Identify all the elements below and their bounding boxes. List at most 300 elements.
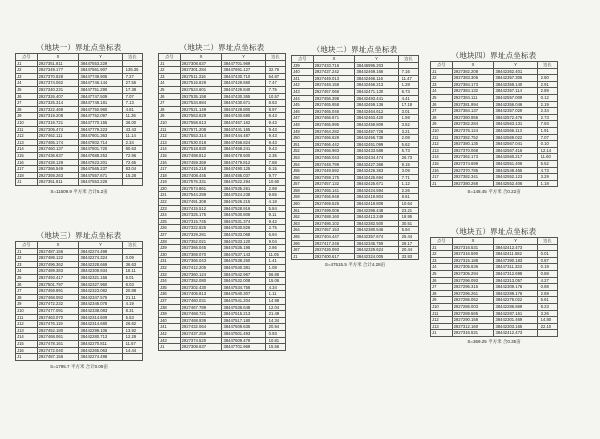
- table-row: [431, 284, 558, 291]
- y-coordinate-cell: 38442345.759: [355, 240, 398, 247]
- point-id-cell: J12: [159, 133, 181, 140]
- table-row: [431, 180, 558, 187]
- x-coordinate-cell: 2927501.797: [37, 281, 79, 288]
- table-row: [16, 113, 143, 120]
- y-coordinate-cell: 38442274.498: [79, 354, 122, 361]
- x-coordinate-cell: 2927296.261: [452, 290, 494, 297]
- point-id-cell: J37: [159, 297, 181, 304]
- point-id-cell: J23: [159, 205, 181, 212]
- x-coordinate-cell: 2927408.445: [180, 172, 222, 179]
- table-header: [431, 238, 558, 245]
- x-coordinate-cell: 2927516.829: [180, 80, 222, 87]
- table-row: [16, 166, 143, 173]
- edge-length-cell: 9.77: [265, 172, 285, 179]
- x-coordinate-cell: 2927370.068: [452, 147, 494, 154]
- point-id-cell: J15: [16, 340, 38, 347]
- y-coordinate-cell: 38447430.690: [222, 113, 265, 120]
- header-row: [16, 54, 143, 61]
- x-coordinate-cell: 2927340.231: [37, 86, 79, 93]
- point-id-cell: J18: [16, 172, 38, 179]
- x-coordinate-cell: 2927417.246: [313, 240, 355, 247]
- point-id-cell: J4: [431, 88, 453, 95]
- point-id-cell: J42: [159, 330, 181, 337]
- point-id-cell: J34: [159, 278, 181, 285]
- table-row: [159, 258, 286, 265]
- y-coordinate-cell: 38447522.294: [222, 179, 265, 186]
- table-row: [16, 334, 143, 341]
- point-id-cell: J8: [431, 114, 453, 121]
- table-row: [16, 152, 143, 159]
- edge-length-cell: 3.09: [398, 168, 418, 175]
- x-coordinate-cell: 2927289.565: [452, 310, 494, 317]
- header-row: [159, 54, 286, 61]
- point-id-cell: J13: [431, 323, 453, 330]
- edge-length-cell: 21.11: [122, 294, 142, 301]
- x-coordinate-cell: 2927322.825: [180, 225, 222, 232]
- table-row: [159, 212, 286, 219]
- area-note: S=47515.5 平方米 合计4.28亩: [324, 262, 386, 268]
- column-header: Y: [494, 62, 537, 69]
- point-id-cell: J11: [16, 314, 38, 321]
- table-row: [16, 281, 143, 288]
- edge-length-cell: 36.00: [122, 119, 142, 126]
- table-row: [159, 232, 286, 239]
- edge-length-cell: [537, 244, 557, 251]
- table-row: [431, 141, 558, 148]
- point-id-cell: J41: [159, 324, 181, 331]
- column-header: 点号: [159, 54, 181, 61]
- point-id-cell: J1: [431, 180, 453, 187]
- x-coordinate-cell: 2927286.003: [452, 303, 494, 310]
- table-row: [431, 88, 558, 95]
- y-coordinate-cell: 38442356.046: [494, 101, 537, 108]
- parcel-table-title: （地块四）界址点坐标表: [451, 51, 537, 60]
- column-header: 边长: [398, 56, 418, 63]
- x-coordinate-cell: 2927465.174: [37, 139, 79, 146]
- table-row: [16, 321, 143, 328]
- x-coordinate-cell: 2927467.789: [180, 304, 222, 311]
- edge-length-cell: [398, 62, 418, 69]
- x-coordinate-cell: 2927426.093: [313, 247, 355, 254]
- parcel-table-title: （地块三）界址点坐标表: [36, 231, 122, 240]
- x-coordinate-cell: 2927325.314: [37, 100, 79, 107]
- table-row: [431, 81, 558, 88]
- column-header: 边长: [265, 54, 285, 61]
- edge-length-cell: 17.18: [398, 102, 418, 109]
- point-id-cell: J8: [16, 106, 38, 113]
- point-id-cell: J52: [292, 148, 314, 155]
- y-coordinate-cell: 38442347.575: [79, 294, 122, 301]
- edge-length-cell: 9.43: [265, 146, 285, 153]
- edge-length-cell: 2.35: [265, 152, 285, 159]
- x-coordinate-cell: 2927571.208: [180, 126, 222, 133]
- x-coordinate-cell: 2927544.289: [180, 192, 222, 199]
- point-id-cell: J57: [292, 181, 314, 188]
- edge-length-cell: 11.60: [537, 154, 557, 161]
- point-id-cell: J42: [292, 82, 314, 89]
- table-row: [292, 234, 419, 241]
- column-header: X: [180, 54, 222, 61]
- header-row: [431, 238, 558, 245]
- point-id-cell: J44: [292, 95, 314, 102]
- table-row: [16, 159, 143, 166]
- y-coordinate-cell: 38442314.680: [79, 321, 122, 328]
- edge-length-cell: 8.31: [122, 307, 142, 314]
- point-id-cell: J14: [159, 146, 181, 153]
- x-coordinate-cell: 2927466.629: [313, 135, 355, 142]
- parcel-block: [158, 42, 286, 351]
- y-coordinate-cell: 38447533.120: [222, 238, 265, 245]
- table-row: [159, 67, 286, 74]
- table-row: [159, 139, 286, 146]
- edge-length-cell: 2.19: [537, 101, 557, 108]
- point-id-cell: J53: [292, 154, 314, 161]
- x-coordinate-cell: 2927374.699: [452, 160, 494, 167]
- y-coordinate-cell: 38447541.204: [222, 297, 265, 304]
- edge-length-cell: 1.11: [265, 291, 285, 298]
- table-row: [431, 290, 558, 297]
- edge-length-cell: 4.19: [122, 301, 142, 308]
- x-coordinate-cell: 2927315.188: [452, 257, 494, 264]
- table-row: [159, 159, 286, 166]
- point-id-cell: J12: [16, 321, 38, 328]
- point-id-cell: J67: [292, 247, 314, 254]
- point-id-cell: J54: [292, 161, 314, 168]
- point-id-cell: J55: [292, 168, 314, 175]
- x-coordinate-cell: 2927380.268: [452, 180, 494, 187]
- edge-length-cell: 1.59: [398, 115, 418, 122]
- point-id-cell: J5: [16, 86, 38, 93]
- y-coordinate-cell: 38447561.907: [79, 67, 122, 74]
- edge-length-cell: 9.42: [265, 218, 285, 225]
- point-id-cell: J41: [292, 75, 314, 82]
- y-coordinate-cell: 38447509.635: [222, 324, 265, 331]
- table-row: [159, 317, 286, 324]
- table-row: [159, 126, 286, 133]
- y-coordinate-cell: 38447691.127: [222, 67, 265, 74]
- edge-length-cell: 0.01: [537, 251, 557, 258]
- table-row: [16, 93, 143, 100]
- table-row: [431, 101, 558, 108]
- point-id-cell: J4: [16, 80, 38, 87]
- table-row: [16, 139, 143, 146]
- x-coordinate-cell: 2927412.205: [180, 265, 222, 272]
- y-coordinate-cell: 38442469.166: [355, 69, 398, 76]
- point-id-cell: J11: [431, 134, 453, 141]
- edge-length-cell: 8.63: [265, 100, 285, 107]
- y-coordinate-cell: 38447430.365: [222, 93, 265, 100]
- x-coordinate-cell: 2927305.294: [452, 270, 494, 277]
- x-coordinate-cell: 2927457.066: [313, 88, 355, 95]
- y-coordinate-cell: 38447557.671: [79, 172, 122, 179]
- edge-length-cell: 7.71: [398, 174, 418, 181]
- edge-length-cell: 12.14: [537, 147, 557, 154]
- table-row: [292, 82, 419, 89]
- coordinate-table: [430, 61, 558, 187]
- y-coordinate-cell: 38442346.078: [79, 301, 122, 308]
- table-row: [16, 314, 143, 321]
- table-row: [16, 172, 143, 179]
- x-coordinate-cell: 2927436.637: [37, 152, 79, 159]
- table-row: [159, 225, 286, 232]
- x-coordinate-cell: 2927362.173: [452, 154, 494, 161]
- table-header: [16, 54, 143, 61]
- y-coordinate-cell: 38442548.455: [494, 167, 537, 174]
- y-coordinate-cell: 38442309.934: [79, 268, 122, 275]
- point-id-cell: J1: [16, 354, 38, 361]
- header-row: [292, 56, 419, 63]
- point-id-cell: J2: [431, 251, 453, 258]
- table-row: [431, 297, 558, 304]
- x-coordinate-cell: 2927437.242: [313, 69, 355, 76]
- y-coordinate-cell: 38447530.826: [222, 225, 265, 232]
- edge-length-cell: [122, 354, 142, 361]
- x-coordinate-cell: 2927449.592: [313, 168, 355, 175]
- x-coordinate-cell: 2927465.046: [313, 108, 355, 115]
- coordinate-table: [430, 237, 558, 337]
- x-coordinate-cell: 2927521.149: [180, 106, 222, 113]
- point-id-cell: J26: [159, 225, 181, 232]
- point-id-cell: J30: [159, 251, 181, 258]
- edge-length-cell: 21.49: [265, 311, 285, 318]
- edge-length-cell: 4.34: [265, 284, 285, 291]
- column-header: Y: [355, 56, 398, 63]
- table-row: [159, 172, 286, 179]
- table-row: [292, 154, 419, 161]
- table-row: [159, 238, 286, 245]
- y-coordinate-cell: 38447540.381: [222, 265, 265, 272]
- header-row: [16, 242, 143, 249]
- y-coordinate-cell: 38442286.869: [494, 303, 537, 310]
- point-id-cell: J8: [431, 290, 453, 297]
- column-header: X: [452, 238, 494, 245]
- edge-length-cell: 0.09: [122, 255, 142, 262]
- edge-length-cell: 72.65: [122, 159, 142, 166]
- table-row: [16, 294, 143, 301]
- y-coordinate-cell: 38447311.333: [494, 264, 537, 271]
- y-coordinate-cell: 38447485.037: [222, 172, 265, 179]
- table-row: [159, 291, 286, 298]
- edge-length-cell: 83.04: [122, 166, 142, 173]
- edge-length-cell: 4.81: [122, 106, 142, 113]
- point-id-cell: J62: [292, 214, 314, 221]
- y-coordinate-cell: 38442466.213: [355, 82, 398, 89]
- y-coordinate-cell: 38447429.800: [222, 106, 265, 113]
- y-coordinate-cell: 38442323.082: [79, 288, 122, 295]
- y-coordinate-cell: 38447468.241: [222, 146, 265, 153]
- column-header: X: [313, 56, 355, 63]
- point-id-cell: J3: [431, 81, 453, 88]
- edge-length-cell: 15.06: [265, 278, 285, 285]
- edge-length-cell: 1.41: [265, 258, 285, 265]
- y-coordinate-cell: 38447542.967: [222, 271, 265, 278]
- y-coordinate-cell: 38447540.307: [222, 291, 265, 298]
- edge-length-cell: [537, 68, 557, 75]
- edge-length-cell: 7.27: [122, 73, 142, 80]
- x-coordinate-cell: 2927382.752: [452, 134, 494, 141]
- y-coordinate-cell: 38442327.960: [79, 281, 122, 288]
- y-coordinate-cell: 38442357.306: [494, 75, 537, 82]
- y-coordinate-cell: 38447553.229: [79, 60, 122, 67]
- edge-length-cell: 5.94: [398, 227, 418, 234]
- y-coordinate-cell: 38442471.130: [355, 88, 398, 95]
- table-row: [159, 100, 286, 107]
- x-coordinate-cell: 2927360.124: [180, 271, 222, 278]
- point-id-cell: J13: [16, 139, 38, 146]
- y-coordinate-cell: 38442411.582: [494, 251, 537, 258]
- y-coordinate-cell: 38442280.713: [79, 334, 122, 341]
- point-id-cell: J48: [292, 121, 314, 128]
- edge-length-cell: 23.21: [398, 207, 418, 214]
- y-coordinate-cell: 38442560.217: [494, 154, 537, 161]
- point-id-cell: J40: [159, 317, 181, 324]
- point-id-cell: J1: [431, 330, 453, 337]
- edge-length-cell: 14.80: [537, 317, 557, 324]
- point-id-cell: J5: [431, 270, 453, 277]
- x-coordinate-cell: 2927466.442: [313, 141, 355, 148]
- x-coordinate-cell: 2927460.031: [180, 297, 222, 304]
- table-row: [16, 274, 143, 281]
- table-body: [292, 62, 419, 260]
- point-id-cell: J11: [159, 126, 181, 133]
- x-coordinate-cell: 2927404.447: [313, 234, 355, 241]
- column-header: 边长: [122, 242, 142, 249]
- table-body: [431, 244, 558, 336]
- edge-length-cell: [122, 248, 142, 255]
- table-row: [159, 93, 286, 100]
- edge-length-cell: 1.12: [398, 181, 418, 188]
- table-row: [292, 207, 419, 214]
- point-id-cell: J45: [292, 102, 314, 109]
- point-id-cell: J7: [16, 100, 38, 107]
- x-coordinate-cell: 2927374.062: [37, 80, 79, 87]
- table-row: [16, 80, 143, 87]
- table-row: [292, 187, 419, 194]
- point-id-cell: J59: [292, 194, 314, 201]
- x-coordinate-cell: 2927487.156: [37, 354, 79, 361]
- x-coordinate-cell: 2927380.956: [452, 114, 494, 121]
- y-coordinate-cell: 38442551.406: [494, 160, 537, 167]
- edge-length-cell: 2.80: [537, 75, 557, 82]
- table-row: [431, 330, 558, 337]
- table-row: [16, 288, 143, 295]
- edge-length-cell: 3.21: [398, 128, 418, 135]
- edge-length-cell: 22.10: [537, 323, 557, 330]
- coordinate-table: [15, 53, 143, 186]
- table-row: [431, 127, 558, 134]
- x-coordinate-cell: 2927308.637: [180, 344, 222, 351]
- point-id-cell: J3: [16, 73, 38, 80]
- point-id-cell: J27: [159, 232, 181, 239]
- table-row: [159, 192, 286, 199]
- point-id-cell: J7: [431, 108, 453, 115]
- y-coordinate-cell: 38442309.176: [494, 284, 537, 291]
- table-row: [431, 317, 558, 324]
- y-coordinate-cell: 38447479.812: [222, 159, 265, 166]
- point-id-cell: J56: [292, 174, 314, 181]
- edge-length-cell: 8.61: [398, 194, 418, 201]
- x-coordinate-cell: 2927448.158: [313, 82, 355, 89]
- table-row: [16, 340, 143, 347]
- table-row: [159, 113, 286, 120]
- table-row: [159, 106, 286, 113]
- point-id-cell: J1: [159, 60, 181, 67]
- y-coordinate-cell: 38442274.498: [79, 248, 122, 255]
- point-id-cell: J10: [159, 119, 181, 126]
- point-id-cell: J22: [159, 199, 181, 206]
- point-id-cell: J1: [16, 248, 38, 255]
- table-body: [431, 68, 558, 187]
- column-header: X: [37, 54, 79, 61]
- point-id-cell: J13: [431, 147, 453, 154]
- x-coordinate-cell: 2927511.316: [180, 73, 222, 80]
- coordinate-table: [15, 241, 143, 361]
- point-id-cell: J2: [16, 67, 38, 74]
- area-note: S=369.25 平方米 合0.35亩: [467, 338, 521, 344]
- y-coordinate-cell: 38442466.116: [355, 75, 398, 82]
- table-row: [159, 86, 286, 93]
- point-id-cell: J58: [292, 187, 314, 194]
- point-id-cell: J18: [159, 172, 181, 179]
- edge-length-cell: 9.43: [265, 113, 285, 120]
- y-coordinate-cell: 38442357.114: [494, 88, 537, 95]
- y-coordinate-cell: 38447748.181: [79, 100, 122, 107]
- y-coordinate-cell: 38442483.441: [355, 95, 398, 102]
- edge-length-cell: 2.98: [265, 185, 285, 192]
- y-coordinate-cell: 38442328.669: [79, 261, 122, 268]
- point-id-cell: J32: [159, 265, 181, 272]
- column-header: 点号: [431, 238, 453, 245]
- edge-length-cell: [265, 60, 285, 67]
- x-coordinate-cell: 2927384.111: [452, 94, 494, 101]
- table-row: [431, 114, 558, 121]
- point-id-cell: J2: [431, 75, 453, 82]
- edge-length-cell: 14.98: [265, 297, 285, 304]
- x-coordinate-cell: 2927428.129: [37, 159, 79, 166]
- table-row: [16, 248, 143, 255]
- y-coordinate-cell: 38447532.008: [222, 278, 265, 285]
- edge-length-cell: [537, 330, 557, 337]
- column-header: X: [37, 242, 79, 249]
- x-coordinate-cell: 2927469.525: [313, 201, 355, 208]
- x-coordinate-cell: 2927370.785: [452, 167, 494, 174]
- y-coordinate-cell: 38442424.594: [355, 187, 398, 194]
- table-row: [159, 179, 286, 186]
- x-coordinate-cell: 2927558.613: [180, 119, 222, 126]
- edge-length-cell: 0.88: [537, 270, 557, 277]
- y-coordinate-cell: 38442552.406: [494, 180, 537, 187]
- y-coordinate-cell: 38447535.261: [222, 185, 265, 192]
- y-coordinate-cell: 38447501.493: [222, 330, 265, 337]
- y-coordinate-cell: 38442456.738: [355, 135, 398, 142]
- edge-length-cell: 3.52: [398, 121, 418, 128]
- x-coordinate-cell: 2927296.093: [452, 277, 494, 284]
- x-coordinate-cell: 2927382.208: [452, 68, 494, 75]
- x-coordinate-cell: 2927466.983: [313, 148, 355, 155]
- table-row: [159, 218, 286, 225]
- x-coordinate-cell: 2927459.359: [180, 159, 222, 166]
- table-row: [159, 271, 286, 278]
- edge-length-cell: 32.76: [265, 67, 285, 74]
- x-coordinate-cell: 2927574.861: [180, 185, 222, 192]
- x-coordinate-cell: 2927488.160: [313, 214, 355, 221]
- point-id-cell: J10: [16, 307, 38, 314]
- table-row: [292, 102, 419, 109]
- point-id-cell: J61: [292, 207, 314, 214]
- point-id-cell: J11: [16, 126, 38, 133]
- table-row: [292, 181, 419, 188]
- table-row: [292, 161, 419, 168]
